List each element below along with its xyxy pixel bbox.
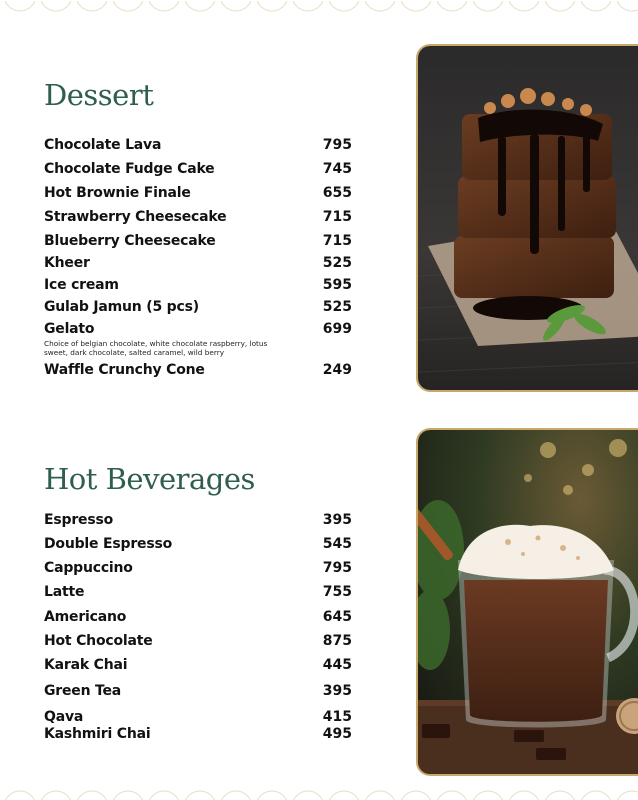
menu-item-price: 445	[322, 657, 352, 673]
menu-item-name: Karak Chai	[44, 657, 128, 673]
menu-item-price: 545	[322, 536, 352, 552]
menu-item-name: Chocolate Fudge Cake	[44, 161, 215, 177]
menu-item	[44, 726, 352, 744]
menu-item-price: 715	[322, 233, 352, 249]
menu-item-price: 755	[322, 584, 352, 600]
menu-item	[44, 185, 352, 203]
menu-item-price: 595	[322, 277, 352, 293]
menu-item-price: 525	[322, 299, 352, 315]
menu-item-name: Cappuccino	[44, 560, 133, 576]
menu-item	[44, 512, 352, 530]
menu-item	[44, 233, 352, 251]
bottom-ornament-border	[0, 786, 638, 800]
menu-item-name: Green Tea	[44, 683, 122, 699]
menu-item-price: 699	[322, 321, 352, 337]
menu-item-price: 395	[322, 683, 352, 699]
dessert-section-title: Dessert	[44, 78, 154, 112]
menu-item-price: 795	[322, 560, 352, 576]
menu-item-name: Qava	[44, 709, 84, 725]
menu-item-name: Strawberry Cheesecake	[44, 209, 227, 225]
menu-item-price: 745	[322, 161, 352, 177]
menu-item-price: 875	[322, 633, 352, 649]
menu-item-price: 645	[322, 609, 352, 625]
menu-item-name: Kheer	[44, 255, 90, 271]
menu-item	[44, 683, 352, 701]
menu-item	[44, 657, 352, 675]
menu-item	[44, 321, 352, 357]
menu-item	[44, 709, 352, 727]
menu-item-name: Chocolate Lava	[44, 137, 162, 153]
menu-item-price: 495	[322, 726, 352, 742]
menu-item-price: 249	[322, 362, 352, 378]
menu-item-name: Hot Chocolate	[44, 633, 153, 649]
menu-item	[44, 299, 352, 317]
menu-item	[44, 209, 352, 227]
menu-item-name: Ice cream	[44, 277, 119, 293]
hot-beverages-section-title: Hot Beverages	[44, 462, 255, 496]
hot-chocolate-mug-photo	[416, 428, 638, 776]
menu-item	[44, 633, 352, 651]
menu-item-price: 525	[322, 255, 352, 271]
menu-item-price: 415	[322, 709, 352, 725]
menu-item-name: Blueberry Cheesecake	[44, 233, 216, 249]
menu-item	[44, 584, 352, 602]
menu-item-price: 655	[322, 185, 352, 201]
menu-item-price: 795	[322, 137, 352, 153]
menu-item-name: Latte	[44, 584, 85, 600]
menu-item-name: Gulab Jamun (5 pcs)	[44, 299, 199, 315]
menu-item	[44, 536, 352, 554]
menu-item-name: Hot Brownie Finale	[44, 185, 191, 201]
menu-item	[44, 277, 352, 295]
menu-item	[44, 362, 352, 380]
menu-item	[44, 560, 352, 578]
menu-item-name: Kashmiri Chai	[44, 726, 151, 742]
menu-item-name: Espresso	[44, 512, 114, 528]
menu-item	[44, 161, 352, 179]
menu-item-description: Choice of belgian chocolate, white chocolate raspberry, lotus sweet, dark chocolate, salted caramel, wild berry	[44, 339, 268, 357]
menu-item-price: 395	[322, 512, 352, 528]
top-ornament-border	[0, 0, 638, 14]
chocolate-brownie-stack-photo	[416, 44, 638, 392]
menu-item-name: Americano	[44, 609, 127, 625]
menu-item-name: Gelato	[44, 321, 95, 337]
menu-item-name: Double Espresso	[44, 536, 172, 552]
menu-item-name: Waffle Crunchy Cone	[44, 362, 205, 378]
menu-item	[44, 255, 352, 273]
menu-item	[44, 609, 352, 627]
menu-item	[44, 137, 352, 155]
menu-item-price: 715	[322, 209, 352, 225]
